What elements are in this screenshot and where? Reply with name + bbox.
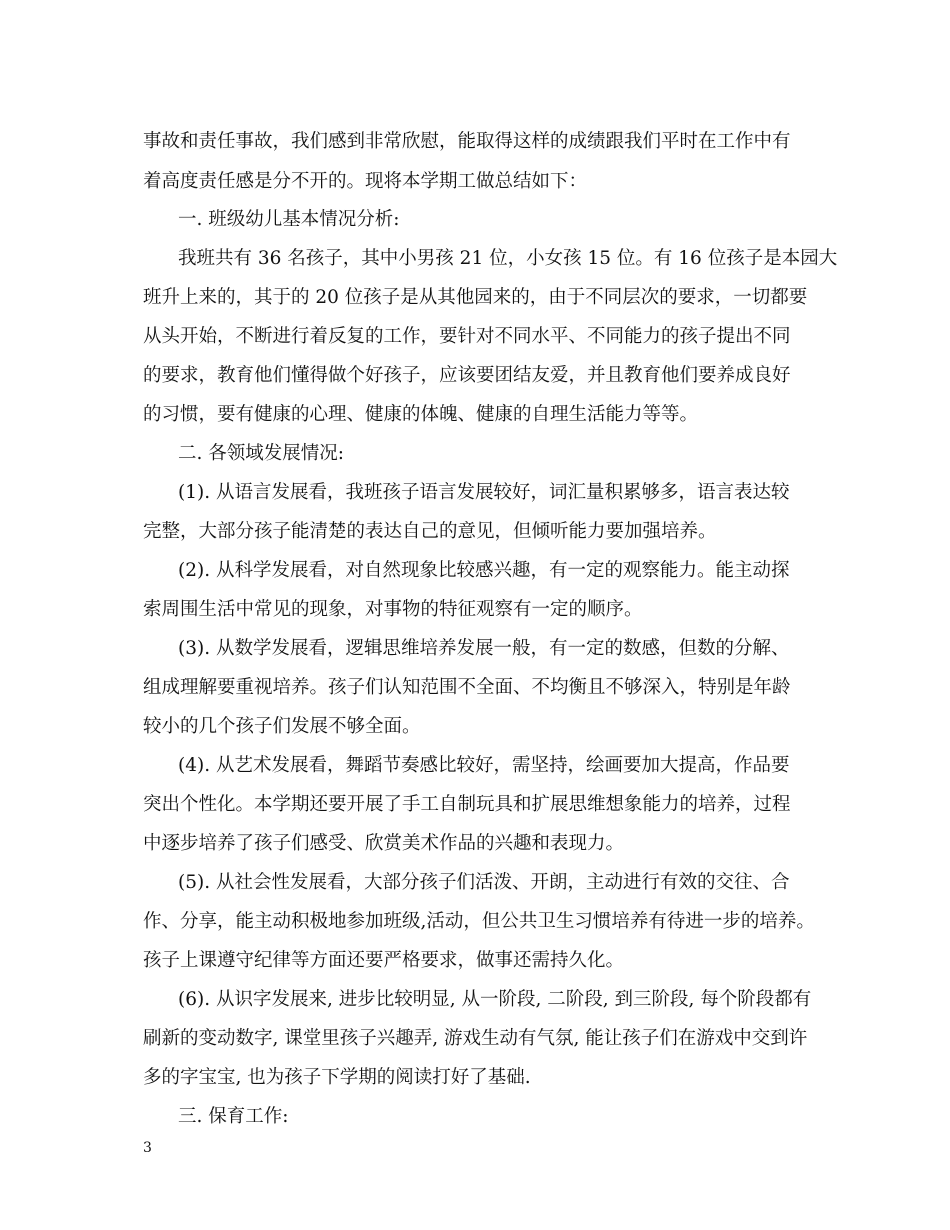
text-line: 完整，大部分孩子能清楚的表达自己的意见，但倾听能力要加强培养。 xyxy=(143,521,717,542)
section-heading: 二. 各领域发展情况: xyxy=(178,443,344,464)
text-line: 的习惯，要有健康的心理、健康的体魄、健康的自理生活能力等等。 xyxy=(143,404,699,425)
text-line: 事故和责任事故，我们感到非常欣慰，能取得这样的成绩跟我们平时在工作中有 xyxy=(143,131,791,152)
text-line: 班升上来的，其于的 20 位孩子是从其他园来的，由于不同层次的要求，一切都要 xyxy=(143,287,808,308)
text-line: (1). 从语言发展看，我班孩子语言发展较好，词汇量积累够多，语言表达较 xyxy=(178,482,790,503)
text-line: 作、分享，能主动积极地参加班级,活动，但公共卫生习惯培养有待进一步的培养。 xyxy=(143,911,815,932)
text-line: 索周围生活中常见的现象，对事物的特征观察有一定的顺序。 xyxy=(143,599,643,620)
text-line: 的要求，教育他们懂得做个好孩子，应该要团结友爱，并且教育他们要养成良好 xyxy=(143,365,791,386)
section-heading: 一. 班级幼儿基本情况分析: xyxy=(178,209,400,230)
text-line: (4). 从艺术发展看，舞蹈节奏感比较好，需坚持，绘画要加大提高，作品要 xyxy=(178,755,790,776)
text-line: (2). 从科学发展看，对自然现象比较感兴趣，有一定的观察能力。能主动探 xyxy=(178,560,790,581)
text-line: 组成理解要重视培养。孩子们认知范围不全面、不均衡且不够深入，特别是年龄 xyxy=(143,677,791,698)
text-line: 突出个性化。本学期还要开展了手工自制玩具和扩展思维想象能力的培养，过程 xyxy=(143,794,791,815)
text-line: (6). 从识字发展来, 进步比较明显, 从一阶段, 二阶段, 到三阶段, 每个阶段都有 xyxy=(178,989,812,1010)
text-line: 多的字宝宝, 也为孩子下学期的阅读打好了基础. xyxy=(143,1067,531,1088)
text-line: 中逐步培养了孩子们感受、欣赏美术作品的兴趣和表现力。 xyxy=(143,833,625,854)
text-line: 较小的几个孩子们发展不够全面。 xyxy=(143,716,421,737)
text-line: (3). 从数学发展看，逻辑思维培养发展一般，有一定的数感，但数的分解、 xyxy=(178,638,790,659)
text-line: (5). 从社会性发展看，大部分孩子们活泼、开朗，主动进行有效的交往、合 xyxy=(178,872,790,893)
text-line: 我班共有 36 名孩子，其中小男孩 21 位，小女孩 15 位。有 16 位孩子是本园大 xyxy=(178,248,838,269)
text-line: 孩子上课遵守纪律等方面还要严格要求，做事还需持久化。 xyxy=(143,950,625,971)
text-line: 着高度责任感是分不开的。现将本学期工做总结如下： xyxy=(143,171,588,192)
text-line: 从头开始，不断进行着反复的工作，要针对不同水平、不同能力的孩子提出不同 xyxy=(143,326,791,347)
page-number: 3 xyxy=(143,1140,152,1156)
text-line: 刷新的变动数字, 课堂里孩子兴趣弄, 游戏生动有气氛, 能让孩子们在游戏中交到许 xyxy=(143,1028,808,1049)
section-heading: 三. 保育工作: xyxy=(178,1106,289,1127)
